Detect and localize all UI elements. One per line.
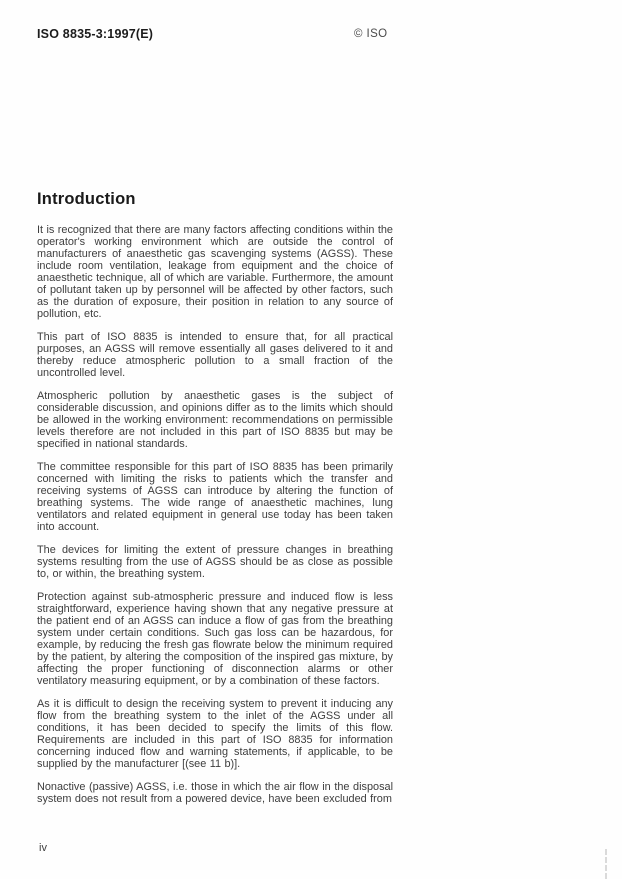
header-document-number: ISO 8835-3:1997(E): [37, 27, 154, 41]
document-body: [37, 190, 393, 816]
paragraph: The devices for limiting the extent of pressure changes in breathing systems resulting from the use of AGSS should be as close as possible to, or within, the breathing system.: [37, 544, 393, 580]
section-title: Introduction: [37, 190, 136, 208]
paragraph: The committee responsible for this part of ISO 8835 has been primarily concerned with limiting the risks to patients which the transfer and receiving systems of AGSS can introduce by altering the function of breathing systems. The wide range of anaesthetic machines, lung ventilators and related equipment in general use today has been taken into account.: [37, 461, 393, 533]
paragraph: Nonactive (passive) AGSS, i.e. those in which the air flow in the disposal system does not result from a powered device, have been excluded from: [37, 781, 393, 805]
scan-artifact: [605, 849, 607, 879]
paragraph: As it is difficult to design the receiving system to prevent it inducing any flow from the breathing system to the inlet of the AGSS under all conditions, it has been decided to specify the limits of this flow. Requirements are included in this part of ISO 8835 for information concerning induced flow and warning statements, if applicable, to be supplied by the manufacturer [(see 11 b)].: [37, 698, 393, 770]
header-copyright-notice: © ISO: [354, 28, 388, 40]
paragraph: Atmospheric pollution by anaesthetic gases is the subject of considerable discussion, and opinions differ as to the limits which should be allowed in the working environment: recommendations on permissible levels therefore are not included in this part of ISO 8835 but may be specified in national standards.: [37, 390, 393, 450]
paragraph: Protection against sub-atmospheric pressure and induced flow is less straightforward, experience having shown that any negative pressure at the patient end of an AGSS can induce a flow of gas from the breathing system under certain conditions. Such gas loss can be hazardous, for example, by reducing the fresh gas flowrate below the minimum required by the patient, by altering the composition of the inspired gas mixture, by affecting the proper functioning of disconnection alarms or other ventilatory measuring equipment, or by a combination of these factors.: [37, 591, 393, 687]
paragraph: This part of ISO 8835 is intended to ensure that, for all practical purposes, an AGSS will remove essentially all gases delivered to it and thereby reduce atmospheric pollution to a small fraction of the uncontrolled level.: [37, 331, 393, 379]
paragraph: It is recognized that there are many factors affecting conditions within the operator's working environment which are outside the control of manufacturers of anaesthetic gas scavenging systems (AGSS). These include room ventilation, leakage from equipment and the choice of anaesthetic technique, all of which are variable. Furthermore, the amount of pollutant taken up by personnel will be affected by other factors, such as the duration of exposure, their position in relation to any source of pollution, etc.: [37, 224, 393, 320]
page-number: iv: [39, 842, 47, 854]
